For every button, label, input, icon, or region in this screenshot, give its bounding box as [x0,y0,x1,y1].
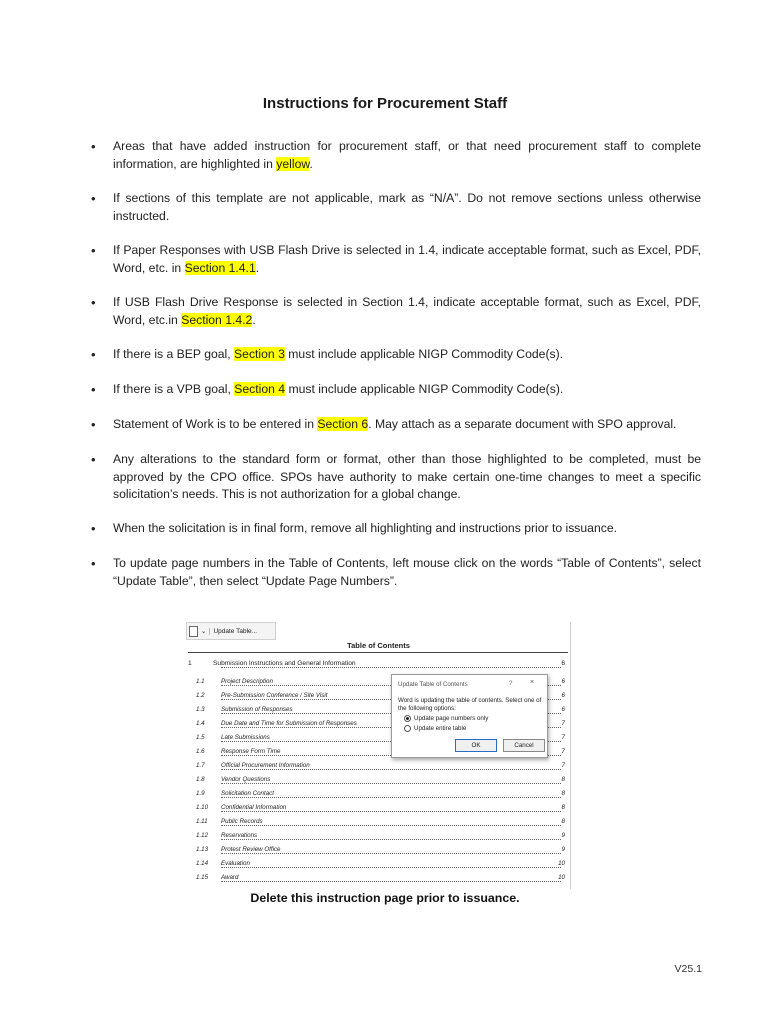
toc-row-text [221,678,275,685]
leader-dots [221,825,561,826]
option-page-numbers[interactable] [404,715,488,722]
toc-row-text [221,818,265,825]
toc-row-page: 6 [561,692,565,699]
toc-row-text [221,776,272,783]
toc-row-text [221,692,330,699]
item-text: If there is a BEP goal, [113,347,235,361]
radio-selected-icon[interactable] [404,715,411,722]
leader-dots [221,867,561,868]
toc-row-text [221,748,282,755]
toc-row-label: Submission of Responses [221,706,293,713]
toc-row-label: Public Records [221,818,263,825]
toc-row-page: 8 [561,804,565,811]
help-icon[interactable]: ? [509,680,513,687]
cancel-button[interactable]: Cancel [503,739,545,752]
highlight-text: Section 6 [317,417,369,431]
leader-dots [221,839,561,840]
toc-row-number: 1.12 [196,832,209,839]
toc-row-text [221,860,252,867]
toc-row-text [221,832,259,839]
toc-row-number: 1.6 [196,748,205,755]
divider [188,652,568,653]
toc-row-page: 7 [561,734,565,741]
toc-row-number: 1.7 [196,762,205,769]
toc-row-page: 8 [561,818,565,825]
toc-row-page: 10 [558,860,565,867]
toc-row-text [221,790,276,797]
item-text: If sections of this template are not applicable, mark as “N/A”. Do not remove sections unless otherwise instructed. [113,191,701,223]
toc-row-label: Reservations [221,832,258,839]
list-item [91,346,701,364]
bullet-icon: • [91,139,96,154]
toc-row-label: Confidential Information [221,804,287,811]
toc-row-page: 10 [558,874,565,881]
document-icon [189,626,198,637]
toc-row-label: Evaluation [221,860,250,867]
toc-row-label: Pre-Submission Conference / Site Visit [221,692,328,699]
toc-row-page: 8 [561,790,565,797]
toc-row-page: 8 [561,776,565,783]
bullet-icon: • [91,295,96,310]
radio-icon[interactable] [404,725,411,732]
item-text: Any alterations to the standard form or format, other than those highlighted to be completed, must be approved by the CPO office. SPOs have authority to make certain one-time changes to meet a specific solicitation’s needs. This is not authorization for a global change. [113,452,701,501]
highlight-text: Section 1.4.1 [184,260,256,275]
toc-row [186,790,571,802]
toc-row-label: Official Procurement Information [221,762,310,769]
toc-row-label: Submission Instructions and General Information [213,660,356,667]
list-item [91,381,701,399]
toc-row-text [221,706,295,713]
list-item [91,520,701,538]
toc-row-text [213,660,358,667]
item-text: If Paper Responses with USB Flash Drive is selected in 1.4, indicate acceptable format, such as Excel, PDF, Word, etc. in [113,243,701,275]
bullet-icon: • [91,521,96,536]
item-text: Areas that have added instruction for procurement staff, or that need procurement staff to complete information, are highlighted in [113,139,701,171]
toc-row-label: Vendor Questions [221,776,271,783]
toc-title[interactable]: Table of Contents [347,641,410,650]
toc-row-page: 7 [561,762,565,769]
page-title: Instructions for Procurement Staff [262,95,508,112]
toc-row-number: 1.4 [196,720,205,727]
toc-row-page: 9 [561,832,565,839]
toc-row-number: 1.15 [196,874,209,881]
toc-row-number: 1.10 [196,804,209,811]
item-text-end: . May attach as a separate document with SPO approval. [368,417,677,431]
toc-row-label: Solicitation Contact [221,790,274,797]
item-text: To update page numbers in the Table of Contents, left mouse click on the words “Table of Contents”, select “Update Table”, then select “Update Page Numbers”. [113,556,701,588]
toc-row [186,660,571,672]
bullet-icon: • [91,347,96,362]
leader-dots [221,797,561,798]
item-text: If USB Flash Drive Response is selected in Section 1.4, indicate acceptable format, such as Excel, PDF, Word, etc.in [113,295,701,327]
toc-row-number: 1.3 [196,706,205,713]
toc-row-page: 6 [561,706,565,713]
item-text: Statement of Work is to be entered in [113,417,318,431]
toc-row-label: Award [221,874,239,881]
toc-row-page: 7 [561,720,565,727]
toc-row-page: 9 [561,846,565,853]
update-table-button[interactable]: Update Table... [209,628,257,635]
toc-row-number: 1.11 [196,818,208,825]
item-text-end: . [309,156,313,171]
dialog-title: Update Table of Contents [398,681,468,688]
item-text-end: must include applicable NIGP Commodity Code(s). [284,347,564,361]
toc-row-text [221,874,240,881]
toc-row [186,846,571,858]
toc-row-label: Project Description [221,678,273,685]
update-toc-dialog [391,674,548,758]
toc-row-number: 1.14 [196,860,209,867]
toc-row [186,762,571,774]
leader-dots [221,783,561,784]
dropdown-arrow-icon: ⌄ [201,628,207,635]
toc-toolbar [186,622,276,640]
item-text-end: . [255,260,260,275]
toc-row [186,874,571,886]
toc-row-number: 1.5 [196,734,205,741]
option-entire-table[interactable] [404,725,466,732]
toc-row [186,860,571,872]
close-icon[interactable]: × [530,679,535,686]
list-item [91,190,701,225]
list-item [91,138,701,173]
toc-row [186,776,571,788]
option-label: Update page numbers only [414,715,489,722]
toc-row-label: Response Form Time [221,748,281,755]
toc-row [186,804,571,816]
list-item [91,555,701,590]
highlight-text: Section 4 [234,382,286,396]
highlight-text: Section 3 [234,347,285,361]
toc-row [186,818,571,830]
toc-row-number: 1 [188,660,192,667]
toc-row-number: 1.13 [196,846,209,853]
toc-screenshot [186,622,571,889]
toc-row-text [221,846,283,853]
bullet-icon: • [91,417,96,432]
toc-row-number: 1.8 [196,776,205,783]
toc-row [186,832,571,844]
bullet-icon: • [91,191,96,206]
bullet-icon: • [91,382,96,397]
bullet-icon: • [91,452,96,467]
toc-row-text [221,734,272,741]
leader-dots [221,853,561,854]
leader-dots [221,667,561,668]
toc-row-number: 1.9 [196,790,205,797]
leader-dots [221,811,561,812]
toc-row-page: 7 [561,748,565,755]
delete-note: Delete this instruction page prior to issuance. [250,891,520,905]
dialog-message: Word is updating the table of contents. Select one of the following options: [398,697,542,712]
list-item [91,294,701,329]
item-text-end: must include applicable NIGP Commodity Code(s). [285,382,564,396]
bullet-icon: • [91,243,96,258]
leader-dots [221,769,561,770]
toc-row-number: 1.1 [196,678,205,685]
version-label: V25.1 [674,963,702,975]
list-item [91,416,701,434]
toc-row-label: Due Date and Time for Submission of Responses [221,720,357,727]
toc-row-page: 6 [561,678,565,685]
ok-button[interactable]: OK [455,739,497,752]
option-label: Update entire table [414,725,467,732]
highlight-text: Section 1.4.2 [181,312,253,327]
bullet-icon: • [91,556,96,571]
toc-row-text [221,720,359,727]
leader-dots [221,881,561,882]
toc-row-page: 6 [561,660,565,667]
list-item [91,242,701,277]
toc-row-label: Protest Review Office [221,846,281,853]
toc-row-text [221,804,288,811]
toc-row-text [221,762,312,769]
highlight-text: yellow [276,156,310,171]
item-text: When the solicitation is in final form, remove all highlighting and instructions prior to issuance. [113,521,617,535]
toc-row-number: 1.2 [196,692,205,699]
item-text: If there is a VPB goal, [113,382,235,396]
list-item [91,451,701,504]
item-text-end: . [252,312,256,327]
toc-row-label: Late Submissions [221,734,270,741]
